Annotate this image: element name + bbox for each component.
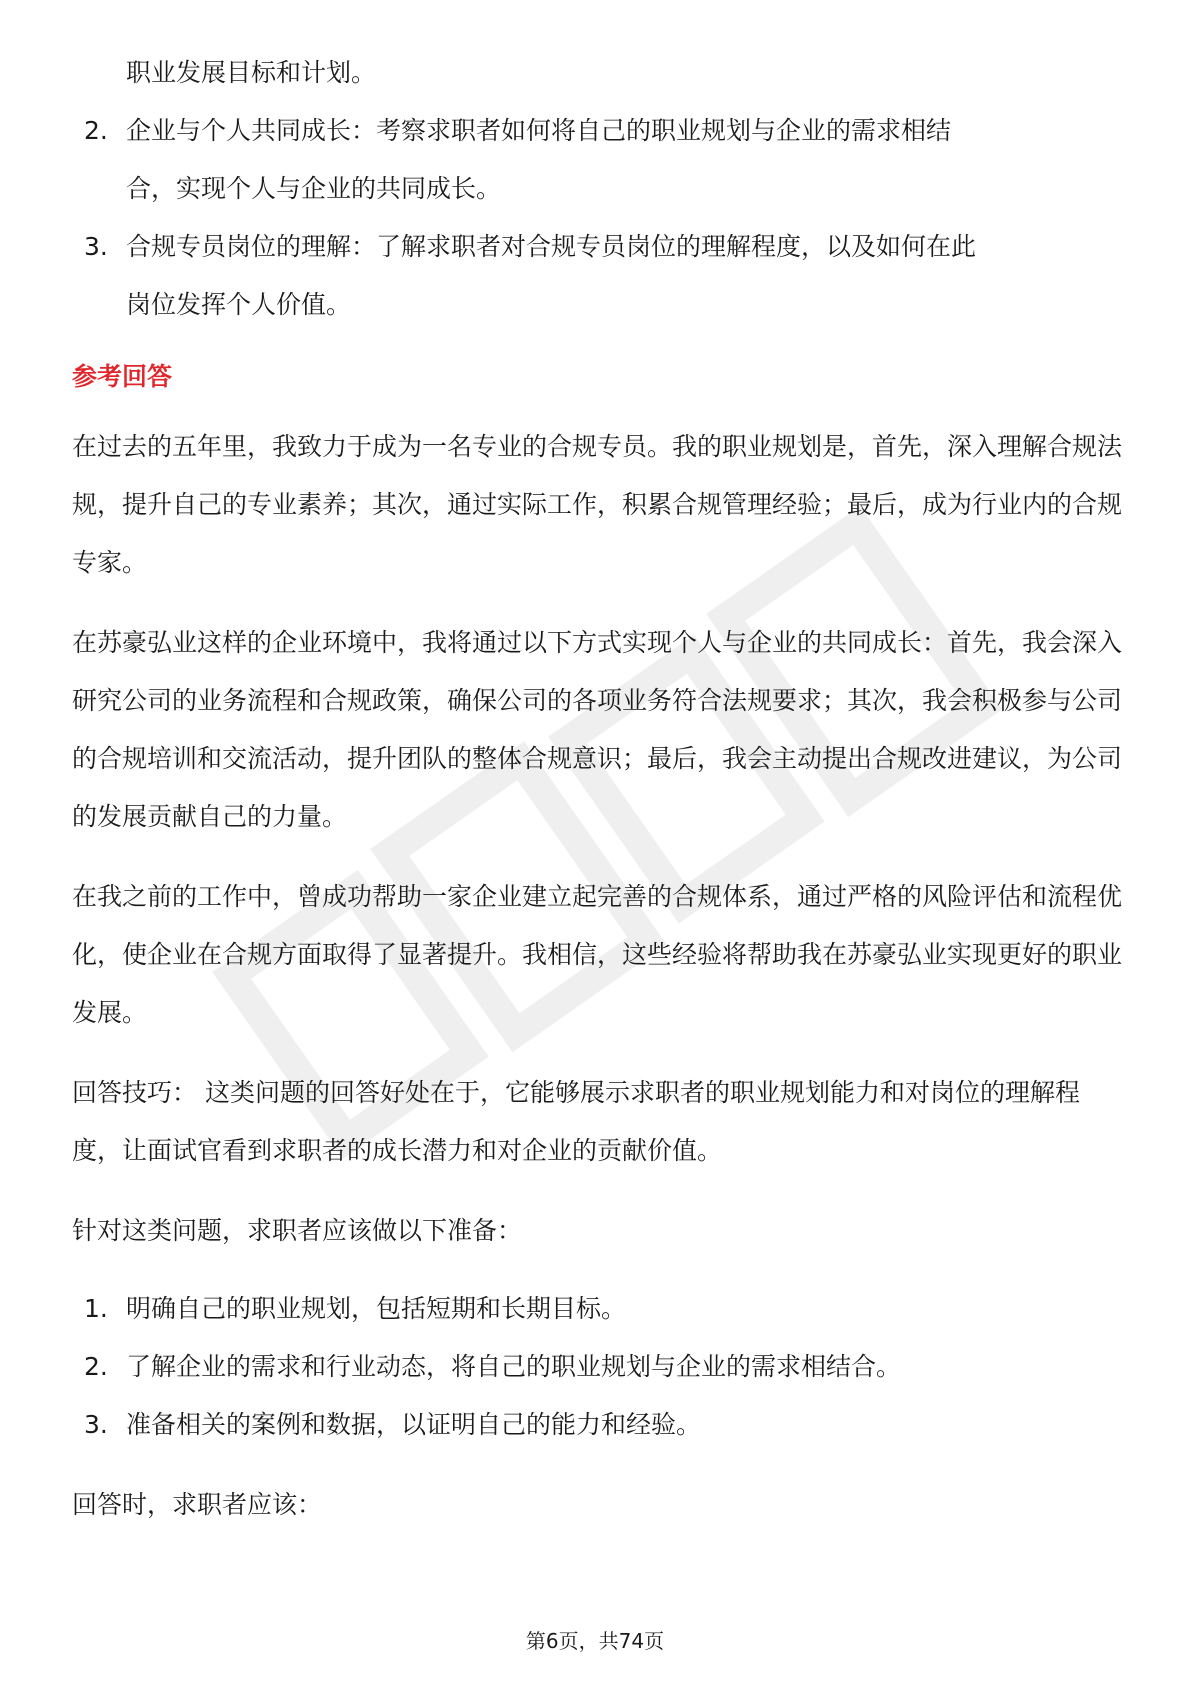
numbered-list-criteria [72,102,1122,334]
numbered-list-preparation [72,1280,1122,1454]
list-item-number: 3. [84,232,108,261]
paragraph-preparation-intro: 针对这类问题，求职者应该做以下准备： [72,1216,523,1245]
list-item-continuation: 职业发展目标和计划。 [126,58,377,87]
list-item-number: 2. [84,116,108,145]
page-content [72,44,1122,1534]
paragraph-answer-tips: 回答技巧： 这类问题的回答好处在于，它能够展示求职者的职业规划能力和对岗位的理解程度，让面试官看到求职者的成长潜力和对企业的贡献价值。 [72,1078,1080,1165]
list-item [72,218,1122,276]
list-item-text: 准备相关的案例和数据，以证明自己的能力和经验。 [126,1410,702,1439]
paragraph: 在过去的五年里，我致力于成为一名专业的合规专员。我的职业规划是，首先，深入理解合规法规，提升自己的专业素养；其次，通过实际工作，积累合规管理经验；最后，成为行业内的合规专家。 [72,432,1123,577]
list-item-text: 明确自己的职业规划，包括短期和长期目标。 [126,1294,627,1323]
section-heading-reference-answer: 参考回答 [72,362,173,391]
list-item [72,1280,1122,1338]
list-item-number: 2. [84,1352,108,1381]
page-number-footer: 第6页，共74页 [525,1629,665,1653]
list-item-text: 合规专员岗位的理解：了解求职者对合规专员岗位的理解程度，以及如何在此 [126,232,977,261]
paragraph: 在苏豪弘业这样的企业环境中，我将通过以下方式实现个人与企业的共同成长：首先，我会深入研究公司的业务流程和合规政策，确保公司的各项业务符合法规要求；其次，我会积极参与公司的合规培训和交流活动，提升团队的整体合规意识；最后，我会主动提出合规改进建议，为公司的发展贡献自己的力量。 [72,628,1123,831]
list-item [72,102,1122,160]
list-item-number: 3. [84,1410,108,1439]
list-item-number: 1. [84,1294,108,1323]
list-item [72,1338,1122,1396]
list-item-text: 企业与个人共同成长：考察求职者如何将自己的职业规划与企业的需求相结 [126,116,952,145]
paragraph-closing: 回答时，求职者应该： [72,1490,323,1519]
list-item-continuation: 合，实现个人与企业的共同成长。 [126,174,502,203]
list-item [72,1396,1122,1454]
list-item-text: 了解企业的需求和行业动态，将自己的职业规划与企业的需求相结合。 [126,1352,902,1381]
list-item-continuation: 岗位发挥个人价值。 [126,290,352,319]
paragraph: 在我之前的工作中，曾成功帮助一家企业建立起完善的合规体系，通过严格的风险评估和流程优化，使企业在合规方面取得了显著提升。我相信，这些经验将帮助我在苏豪弘业实现更好的职业发展。 [72,882,1123,1027]
